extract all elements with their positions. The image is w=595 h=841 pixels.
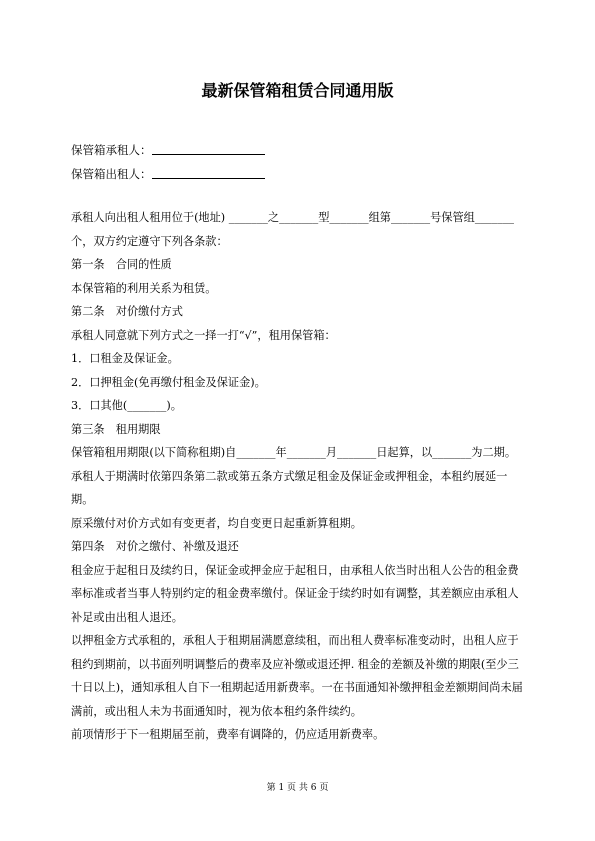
lessee-blank xyxy=(152,143,265,155)
lessor-blank xyxy=(152,167,265,179)
lessee-line xyxy=(71,142,265,158)
option-item: 2．口押租金(免再缴付租金及保证金)。 xyxy=(71,375,266,389)
lessee-label: 保管箱承租人： xyxy=(71,143,152,157)
article-heading: 第四条 对价之缴付、补缴及退还 xyxy=(71,540,239,553)
paragraph: 原采缴付对价方式如有变更者，均自变更日起重新算租期。 xyxy=(71,516,362,530)
paragraph: 本保管箱的利用关系为租赁。 xyxy=(71,281,217,295)
paragraph: 承租人同意就下列方式之一择一打“√”，租用保管箱： xyxy=(71,328,336,342)
page-number: 第 1 页 共 6 页 xyxy=(266,783,329,793)
article-heading: 第一条 合同的性质 xyxy=(71,258,172,271)
option-item: 1．口租金及保证金。 xyxy=(71,352,179,365)
lessor-line xyxy=(71,166,265,182)
paragraph: 保管箱租用期限(以下简称租期)自_______年_______月_______日起算，以_______为二期。 xyxy=(71,446,517,459)
paragraph: 承租人向出租人租用位于(地址) _______之_______型_______组第_______号保管组_______个，双方约定遵守下列各条款： xyxy=(71,211,515,248)
paragraph: 前项情形于下一租期届至前，费率有调降的，仍应适用新费率。 xyxy=(71,728,385,741)
paragraph: 租金应于起租日及续约日，保证金或押金应于起租日，由承租人依当时出租人公告的租金费率标准或者当事人特别约定的租金费率缴付。保证金于续约时如有调整，其差额应由承租人补足或由出租人退还。 xyxy=(71,563,519,624)
contract-body xyxy=(71,206,529,747)
article-heading: 第三条 租用期限 xyxy=(71,422,161,436)
lessor-label: 保管箱出租人： xyxy=(71,167,152,181)
paragraph: 以押租金方式承租的，承租人于租期届满愿意续租，而出租人费率标准变动时，出租人应于租约到期前，以书面列明调整后的费率及应补缴或退还押. 租金的差额及补缴的期限(至少三十日以上)，通知承租人自下一租期起适用新费率。一在书面通知补缴押租金差额期间尚未届满前，或出租人未为书面通知时，视为依本租约条件续约。 xyxy=(71,634,523,718)
article-heading: 第二条 对价缴付方式 xyxy=(71,305,183,318)
document-title: 最新保管箱租赁合同通用版 xyxy=(201,81,394,100)
option-item: 3．口其他(_______)。 xyxy=(71,399,182,412)
paragraph: 承租人于期满时依第四条第二款或第五条方式缴足租金及保证金或押租金，本租约展延一期。 xyxy=(71,469,508,506)
